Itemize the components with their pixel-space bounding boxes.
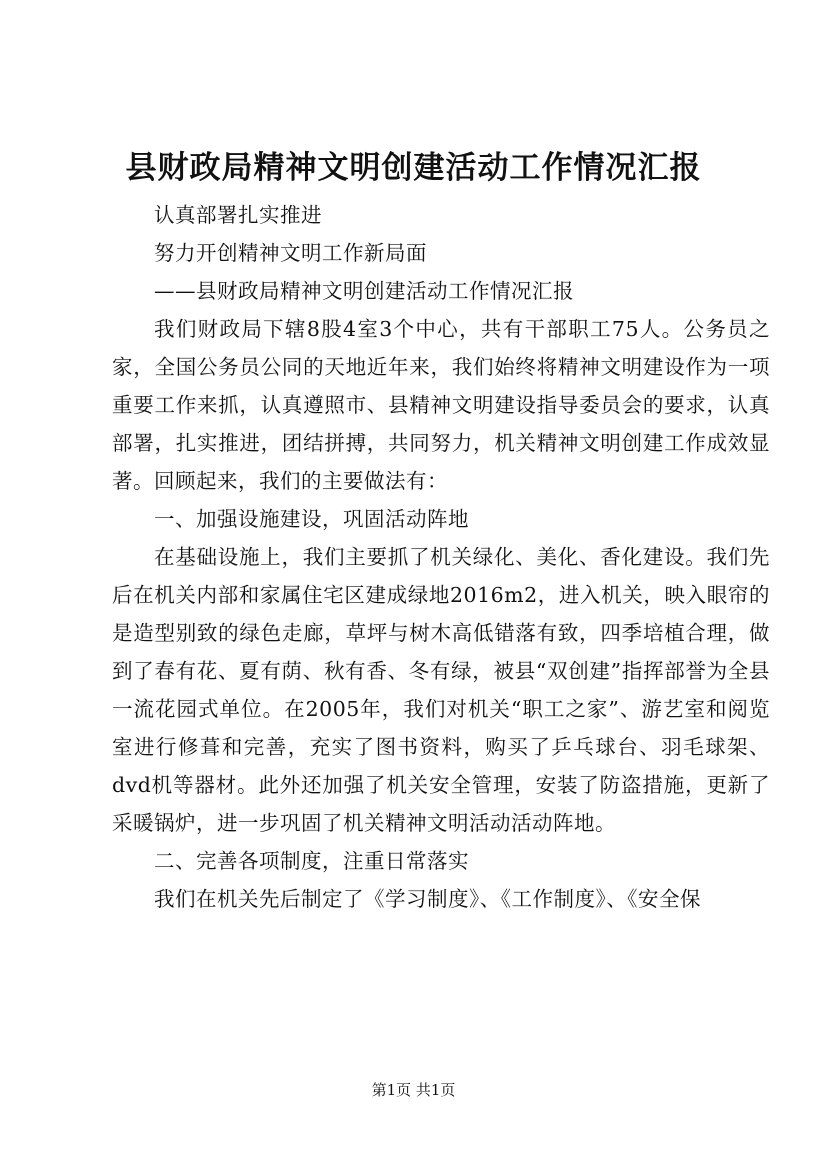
paragraph-facilities: 在基础设施上，我们主要抓了机关绿化、美化、香化建设。我们先后在机关内部和家属住宅区建成绿地2016m2，进入机关，映入眼帘的是造型别致的绿色走廊，草坪与树木高低错落有致，四季培植合理，做到了春有花、夏有荫、秋有香、冬有绿，被县“双创建”指挥部誉为全县一流花园式单位。在2005年，我们对机关“职工之家”、游艺室和阅览室进行修葺和完善，充实了图书资料，购买了乒乓球台、羽毛球架、dvd机等器材。此外还加强了机关安全管理，安装了防盗措施，更新了采暖锅炉，进一步巩固了机关精神文明活动活动阵地。 — [112, 545, 770, 835]
document-title: 县财政局精神文明创建活动工作情况汇报 — [125, 150, 702, 186]
subtitle-line-2: 努力开创精神文明工作新局面 — [154, 241, 427, 265]
paragraph-systems: 我们在机关先后制定了《学习制度》、《工作制度》、《安全保 — [154, 887, 701, 911]
subtitle-line-3: ——县财政局精神文明创建活动工作情况汇报 — [154, 279, 574, 303]
section-heading-1: 一、加强设施建设，巩固活动阵地 — [154, 507, 469, 531]
document-body — [112, 196, 770, 918]
paragraph-intro: 我们财政局下辖8股4室3个中心，共有干部职工75人。公务员之家，全国公务员公同的天地近年来，我们始终将精神文明建设作为一项重要工作来抓，认真遵照市、县精神文明建设指导委员会的要求，认真部署，扎实推进，团结拼搏，共同努力，机关精神文明创建工作成效显著。回顾起来，我们的主要做法有： — [112, 317, 770, 493]
subtitle-line-1: 认真部署扎实推进 — [154, 203, 322, 227]
page-footer: 第1页 共1页 — [371, 1081, 456, 1099]
section-heading-2: 二、完善各项制度，注重日常落实 — [154, 849, 469, 873]
